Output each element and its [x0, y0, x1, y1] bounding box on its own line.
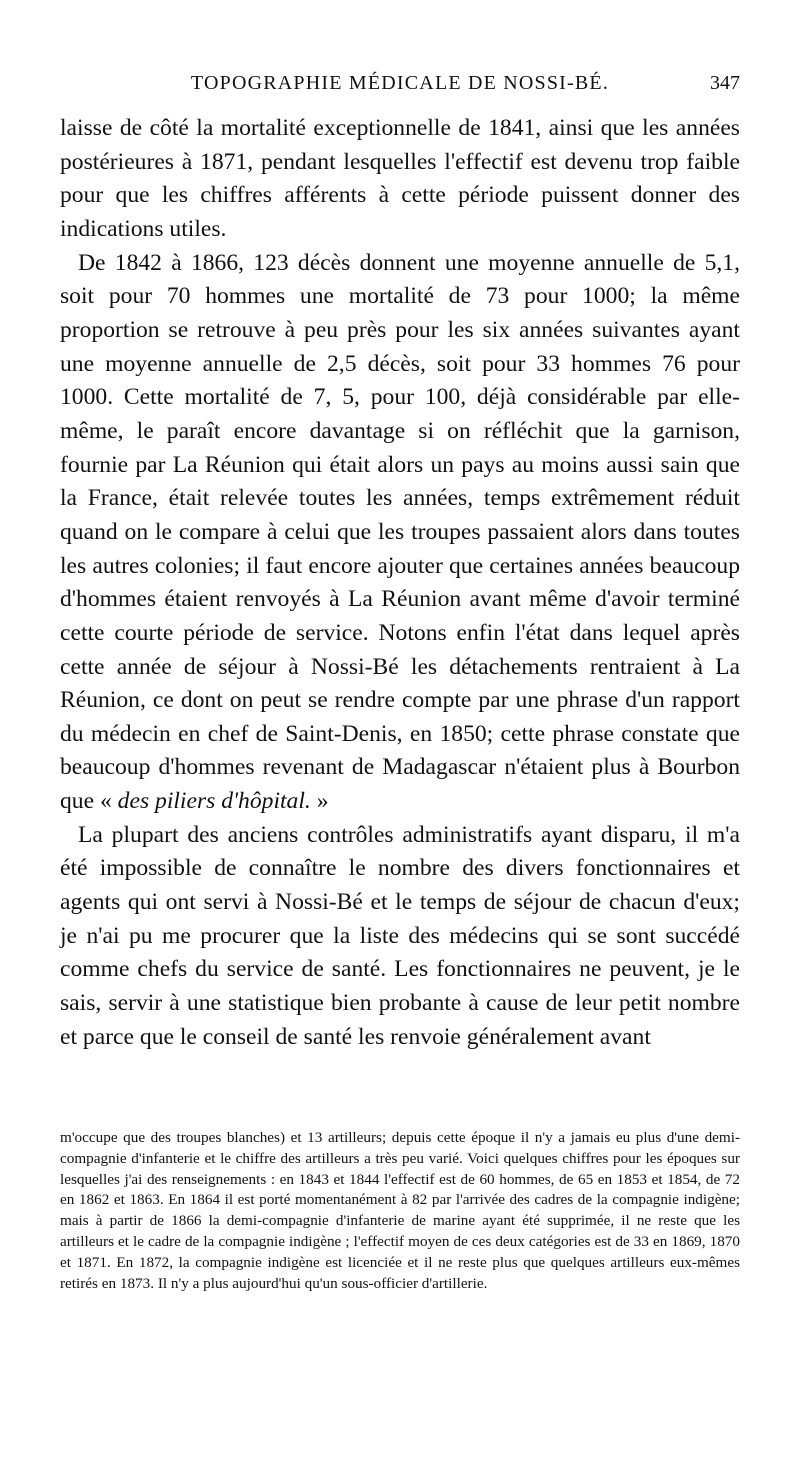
paragraph-3-text: La plupart des anciens contrôles administratifs ayant disparu, il m'a été impossible de connaître le nombre des divers fonctionnaires et agents qui ont servi à Nossi-Bé et le temps de séjour de chacun d'eux; je n'ai pu me procurer que la liste des médecins qui se sont succédé comme chefs du service de santé. Les fonctionnaires ne peuvent, je le sais, servir à une statistique bien probante à cause de leur petit nombre et parce que le conseil de santé les renvoie généralement avant	[60, 821, 740, 1050]
page-header	[60, 72, 740, 106]
page-number: 347	[710, 72, 740, 94]
paragraph-1-text: laisse de côté la mortalité exceptionnelle de 1841, ainsi que les années postérieures à 1871, pendant lesquelles l'effectif est devenu trop faible pour que les chiffres afférents à cette période puissent donner des indications utiles.	[60, 115, 740, 242]
paragraph-1	[60, 112, 740, 247]
footnote: m'occupe que des troupes blanches) et 13 artilleurs; depuis cette époque il n'y a jamais eu plus d'une demi-compagnie d'infanterie et le chiffre des artilleurs a très peu varié. Voici quelques chiffres pour les époques sur lesquelles j'ai des renseignements : en 1843 et 1844 l'effectif est de 60 hommes, de 65 en 1853 et 1854, de 72 en 1862 et 1863. En 1864 il est porté momentanément à 82 par l'arrivée des cadres de la compagnie indigène; mais à partir de 1866 la demi-compagnie d'infanterie de marine ayant été supprimée, il ne reste que les artilleurs et le cadre de la compagnie indigène ; l'effectif moyen de ces deux catégories est de 33 en 1869, 1870 et 1871. En 1872, la compagnie indigène est licenciée et il ne reste plus que quelques artilleurs eux-mêmes retirés en 1873. Il n'y a plus aujourd'hui qu'un sous-officier d'artillerie.	[60, 1129, 740, 1292]
paragraph-3	[60, 819, 740, 1055]
paragraph-2-quote: des piliers d'hôpital.	[117, 788, 311, 815]
paragraph-2	[60, 247, 740, 819]
paragraph-2-closing: »	[316, 788, 329, 815]
paragraph-2-text: De 1842 à 1866, 123 décès donnent une moyenne annuelle de 5,1, soit pour 70 hommes une mortalité de 73 pour 1000; la même proportion se retrouve à peu près pour les six années suivantes ayant une moyenne annuelle de 2,5 décès, soit pour 33 hommes 76 pour 1000. Cette mortalité de 7, 5, pour 100, déjà considérable par elle-même, le paraît encore davantage si on réfléchit que la garnison, fournie par La Réunion qui était alors un pays au moins aussi sain que la France, était relevée toutes les années, temps extrêmement réduit quand on le compare à celui que les troupes passaient alors dans toutes les autres colonies; il faut encore ajouter que certaines années beaucoup d'hommes étaient renvoyés à La Réunion avant même d'avoir terminé cette courte période de service. Notons enfin l'état dans lequel après cette année de séjour à Nossi-Bé les détachements rentraient à La Réunion, ce dont on peut se rendre compte par une phrase d'un rapport du médecin en chef de Saint-Denis, en 1850; cette phrase constate que beaucoup d'hommes revenant de Madagascar n'étaient plus à Bourbon que «	[60, 249, 740, 815]
main-text	[60, 112, 740, 1054]
running-title: TOPOGRAPHIE MÉDICALE DE NOSSI-BÉ.	[190, 72, 610, 94]
